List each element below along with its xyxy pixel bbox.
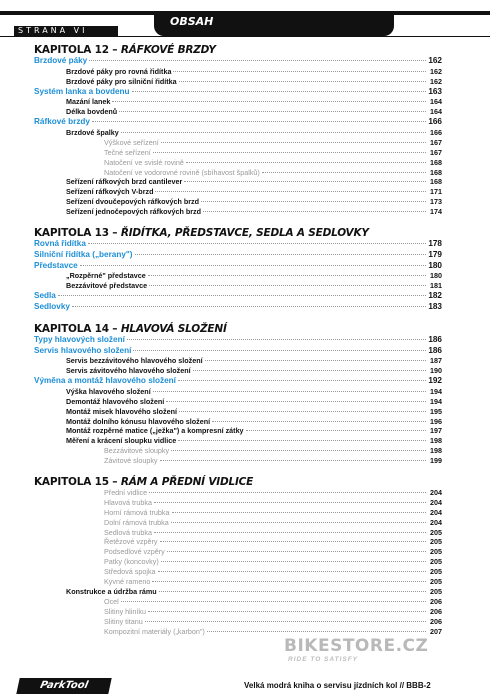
toc-leader-dots <box>161 561 426 562</box>
toc-leader-dots <box>193 370 426 371</box>
toc-entry-page: 186 <box>428 345 442 355</box>
toc-leader-dots <box>154 502 426 503</box>
toc-leader-dots <box>153 152 426 153</box>
chapter-title: RÁM A PŘEDNÍ VIDLICE <box>120 476 254 489</box>
toc-entry-page: 205 <box>430 527 442 537</box>
toc-leader-dots <box>262 172 426 173</box>
toc-leader-dots <box>159 591 426 592</box>
toc-entry[interactable] <box>34 335 442 346</box>
toc-entry-label: Závitové sloupky <box>104 456 158 466</box>
toc-leader-dots <box>121 601 426 602</box>
toc-leader-dots <box>152 581 426 582</box>
toc-entry[interactable] <box>34 281 442 291</box>
toc-leader-dots <box>145 621 426 622</box>
toc-entry-page: 168 <box>430 167 442 177</box>
toc-leader-dots <box>184 181 426 182</box>
toc-leader-dots <box>160 541 426 542</box>
toc-entry-page: 167 <box>430 137 442 147</box>
toc-entry-page: 187 <box>430 356 442 366</box>
toc-entry-page: 198 <box>430 436 442 446</box>
toc-entry-page: 181 <box>430 281 442 291</box>
bikestore-watermark <box>284 636 456 662</box>
toc-leader-dots <box>112 101 426 102</box>
toc-entry[interactable] <box>34 177 442 187</box>
toc-entry[interactable] <box>34 557 442 567</box>
toc-leader-dots <box>166 401 426 402</box>
toc-leader-dots <box>149 285 426 286</box>
toc-entry-label: Sedlovky <box>34 301 70 311</box>
toc-entry[interactable] <box>34 426 442 436</box>
toc-entry[interactable] <box>34 417 442 427</box>
toc-entry-label: Sedlová trubka <box>104 527 152 537</box>
toc-entry-page: 194 <box>430 396 442 406</box>
toc-entry[interactable] <box>34 87 442 98</box>
toc-entry-label: Měření a krácení sloupku vidlice <box>66 436 177 446</box>
toc-leader-dots <box>186 162 426 163</box>
toc-entry[interactable] <box>34 518 442 528</box>
toc-leader-dots <box>161 142 426 143</box>
toc-entry-label: Seřízení ráfkových V-brzd <box>66 187 154 197</box>
toc-entry-label: Natočení ve svislé rovině <box>104 157 184 167</box>
toc-leader-dots <box>212 421 426 422</box>
toc-entry-page: 196 <box>430 416 442 426</box>
toc-entry-page: 180 <box>430 271 442 281</box>
toc-entry[interactable] <box>34 547 442 557</box>
toc-entry-label: Patky (koncovky) <box>104 557 159 567</box>
toc-entry-page: 166 <box>430 127 442 137</box>
toc-leader-dots <box>178 380 426 381</box>
table-of-contents <box>34 40 442 636</box>
toc-entry-label: Dolní rámová trubka <box>104 517 169 527</box>
toc-entry[interactable] <box>34 261 442 272</box>
toc-entry-label: Seřízení dvoučepových ráfkových brzd <box>66 197 200 207</box>
toc-leader-dots <box>155 191 426 192</box>
toc-entry-page: 205 <box>430 547 442 557</box>
toc-entry[interactable] <box>34 302 442 313</box>
toc-entry-label: Brzdové špalky <box>66 127 119 137</box>
toc-entry-page: 199 <box>430 456 442 466</box>
toc-entry[interactable] <box>34 436 442 446</box>
toc-entry-label: Řetězové vzpěry <box>104 537 158 547</box>
toc-entry-label: Výškové seřízení <box>104 137 159 147</box>
toc-entry[interactable] <box>34 271 442 281</box>
toc-entry-label: Hlavová trubka <box>104 497 152 507</box>
toc-entry-page: 207 <box>430 626 442 636</box>
page-footer <box>0 674 490 700</box>
chapter-prefix: KAPITOLA 12 – <box>34 44 121 56</box>
toc-entry[interactable] <box>34 346 442 357</box>
toc-entry[interactable] <box>34 528 442 538</box>
chapter-title: HLAVOVÁ SLOŽENÍ <box>120 322 227 335</box>
toc-entry[interactable] <box>34 187 442 197</box>
toc-entry[interactable] <box>34 67 442 77</box>
toc-entry-label: Ráfkové brzdy <box>34 117 90 127</box>
toc-entry-label: Kompozitní materiály („karbon") <box>104 626 205 636</box>
toc-entry[interactable] <box>34 168 442 178</box>
toc-leader-dots <box>148 611 426 612</box>
toc-entry-page: 168 <box>430 177 442 187</box>
toc-entry-page: 183 <box>428 301 442 311</box>
toc-leader-dots <box>153 391 426 392</box>
toc-entry-page: 204 <box>430 507 442 517</box>
parktool-logo: ParkTool <box>16 678 111 694</box>
toc-entry[interactable] <box>34 456 442 466</box>
toc-entry-label: Brzdové páky <box>34 56 88 65</box>
chapter-prefix: KAPITOLA 13 – <box>34 226 121 239</box>
toc-entry-label: Konstrukce a údržba rámu <box>66 586 157 596</box>
toc-entry-page: 195 <box>430 406 442 416</box>
toc-leader-dots <box>72 306 426 307</box>
toc-entry-label: Podsedlové vzpěry <box>104 547 165 557</box>
toc-entry-page: 206 <box>430 596 442 606</box>
toc-leader-dots <box>119 111 426 112</box>
toc-entry[interactable] <box>34 97 442 107</box>
toc-entry-page: 204 <box>430 517 442 527</box>
toc-entry[interactable] <box>34 138 442 148</box>
toc-entry[interactable] <box>34 498 442 508</box>
toc-leader-dots <box>179 411 426 412</box>
toc-leader-dots <box>201 201 426 202</box>
toc-entry-label: Natočení ve vodorovné rovině (sbíhavost špalků) <box>104 167 260 177</box>
toc-entry[interactable] <box>34 397 442 407</box>
toc-entry[interactable] <box>34 356 442 366</box>
header-tab-title: OBSAH <box>170 15 214 28</box>
toc-entry-page: 198 <box>430 446 442 456</box>
toc-entry-label: Servis závitového hlavového složení <box>66 366 191 376</box>
toc-entry[interactable] <box>34 77 442 87</box>
toc-entry-page: 179 <box>428 249 442 259</box>
toc-entry-label: Slitiny hliníku <box>104 606 146 616</box>
toc-leader-dots <box>167 551 426 552</box>
chapter-gap <box>34 466 442 472</box>
toc-entry-label: „Rozpěrné" představce <box>66 271 146 281</box>
toc-entry-label: Přední vidlice <box>104 488 148 498</box>
toc-entry-page: 194 <box>430 386 442 396</box>
toc-entry[interactable] <box>34 446 442 456</box>
toc-entry-page: 171 <box>430 187 442 197</box>
toc-entry-page: 204 <box>430 488 442 498</box>
toc-entry-page: 168 <box>430 157 442 167</box>
toc-entry-page: 164 <box>430 97 442 107</box>
toc-leader-dots <box>172 512 426 513</box>
toc-entry-label: Představce <box>34 260 78 270</box>
toc-entry-label: Slitiny titanu <box>104 616 143 626</box>
toc-entry[interactable] <box>34 597 442 607</box>
toc-entry[interactable] <box>34 607 442 617</box>
toc-entry-page: 205 <box>430 586 442 596</box>
toc-entry-label: Bezzávitové sloupky <box>104 446 170 456</box>
watermark-slogan: RIDE TO SATISFY <box>288 656 359 663</box>
toc-entry-page: 173 <box>430 197 442 207</box>
toc-leader-dots <box>89 60 426 61</box>
toc-entry[interactable] <box>34 508 442 518</box>
toc-entry-page: 192 <box>428 376 442 386</box>
toc-entry-page: 174 <box>430 207 442 217</box>
toc-entry-page: 182 <box>428 291 442 301</box>
toc-entry[interactable] <box>34 577 442 587</box>
toc-entry[interactable] <box>34 376 442 387</box>
header-tab <box>154 12 394 36</box>
header-rule <box>0 36 490 37</box>
toc-entry-page: 186 <box>428 334 442 344</box>
toc-entry-label: Seřízení jednočepových ráfkových brzd <box>66 207 202 217</box>
toc-entry-label: Rovná řidítka <box>34 238 86 248</box>
toc-entry-label: Montáž dolního kónusu hlavového složení <box>66 416 211 426</box>
toc-entry-page: 205 <box>430 577 442 587</box>
toc-leader-dots <box>171 450 426 451</box>
toc-leader-dots <box>179 81 426 82</box>
toc-entry-page: 162 <box>430 66 442 76</box>
toc-leader-dots <box>132 91 426 92</box>
toc-entry[interactable] <box>34 117 442 128</box>
toc-entry[interactable] <box>34 488 442 498</box>
toc-entry-page: 162 <box>430 76 442 86</box>
toc-leader-dots <box>135 254 426 255</box>
toc-leader-dots <box>207 631 426 632</box>
toc-entry[interactable] <box>34 387 442 397</box>
toc-entry-label: Brzdové páky pro silniční řidítka <box>66 76 177 86</box>
toc-entry-label: Servis bezzávitového hlavového složení <box>66 356 203 366</box>
toc-entry-label: Servis hlavového složení <box>34 345 132 355</box>
toc-leader-dots <box>58 295 426 296</box>
toc-entry-page: 205 <box>430 567 442 577</box>
toc-entry[interactable] <box>34 250 442 261</box>
toc-entry-page: 178 <box>428 238 442 248</box>
toc-entry-page: 206 <box>430 606 442 616</box>
toc-entry[interactable] <box>34 537 442 547</box>
chapter-heading <box>34 323 442 335</box>
toc-entry-label: Systém lanka a bovdenu <box>34 86 130 96</box>
toc-entry-label: Výška hlavového složení <box>66 386 151 396</box>
toc-entry-page: 205 <box>430 537 442 547</box>
toc-leader-dots <box>127 339 426 340</box>
chapter-title: RÁFKOVÉ BRZDY <box>120 44 216 56</box>
toc-entry-label: Ocel <box>104 596 119 606</box>
toc-entry-page: 162 <box>428 56 442 65</box>
page-header <box>0 0 490 38</box>
toc-leader-dots <box>173 71 426 72</box>
toc-entry-label: Montáž misek hlavového složení <box>66 406 178 416</box>
toc-leader-dots <box>148 275 426 276</box>
toc-leader-dots <box>154 532 426 533</box>
toc-entry-page: 190 <box>430 366 442 376</box>
toc-entry-label: Tečné seřízení <box>104 147 151 157</box>
toc-entry[interactable] <box>34 207 442 217</box>
toc-entry[interactable] <box>34 617 442 627</box>
page-number-label: STRANA VI <box>14 26 118 36</box>
toc-entry-label: Sedla <box>34 291 56 301</box>
toc-leader-dots <box>121 132 426 133</box>
toc-entry[interactable] <box>34 291 442 302</box>
toc-entry-label: Typy hlavových složení <box>34 334 125 344</box>
toc-entry[interactable] <box>34 128 442 138</box>
toc-entry-label: Středová spojka <box>104 567 156 577</box>
toc-entry-page: 197 <box>430 426 442 436</box>
toc-entry-page: 166 <box>428 117 442 127</box>
chapter-heading <box>34 44 442 56</box>
toc-leader-dots <box>80 265 426 266</box>
toc-leader-dots <box>178 440 426 441</box>
footer-text: Velká modrá kniha o servisu jízdních kol // BBB-2 <box>244 681 431 690</box>
toc-entry-label: Demontáž hlavového složení <box>66 396 165 406</box>
toc-entry-label: Brzdové páky pro rovná řidítka <box>66 66 172 76</box>
chapter-heading <box>34 476 442 488</box>
chapter-gap <box>34 217 442 223</box>
toc-entry-label: Mazání lanek <box>66 97 111 107</box>
toc-entry-page: 167 <box>430 147 442 157</box>
toc-leader-dots <box>246 430 426 431</box>
toc-entry[interactable] <box>34 239 442 250</box>
toc-leader-dots <box>205 360 426 361</box>
toc-entry[interactable] <box>34 107 442 117</box>
chapter-prefix: KAPITOLA 14 – <box>34 322 121 335</box>
toc-entry-page: 163 <box>428 86 442 96</box>
toc-entry[interactable] <box>34 158 442 168</box>
toc-entry-label: Montáž rozpěrné matice („ježka") a kompresní zátky <box>66 426 244 436</box>
chapter-heading <box>34 227 442 239</box>
toc-leader-dots <box>88 243 426 244</box>
toc-leader-dots <box>149 492 426 493</box>
toc-leader-dots <box>203 211 426 212</box>
toc-entry[interactable] <box>34 56 442 67</box>
toc-entry-page: 205 <box>430 557 442 567</box>
toc-entry[interactable] <box>34 567 442 577</box>
toc-entry[interactable] <box>34 627 442 637</box>
chapter-title: ŘIDÍTKA, PŘEDSTAVCE, SEDLA A SEDLOVKY <box>120 226 369 239</box>
watermark-brand: BIKESTORE.CZ <box>284 636 429 656</box>
toc-leader-dots <box>158 571 426 572</box>
toc-entry[interactable] <box>34 407 442 417</box>
toc-entry[interactable] <box>34 587 442 597</box>
toc-leader-dots <box>92 121 426 122</box>
toc-entry-label: Silniční řidítka („berany") <box>34 249 133 259</box>
chapter-gap <box>34 313 442 319</box>
toc-entry-label: Seřízení ráfkových brzd cantilever <box>66 177 183 187</box>
toc-entry[interactable] <box>34 148 442 158</box>
toc-entry-label: Výměna a montáž hlavového složení <box>34 376 176 386</box>
toc-entry[interactable] <box>34 366 442 376</box>
chapter-prefix: KAPITOLA 15 – <box>34 476 121 489</box>
toc-entry-page: 206 <box>430 616 442 626</box>
toc-entry-label: Kyvné rameno <box>104 577 151 587</box>
toc-entry[interactable] <box>34 197 442 207</box>
toc-entry-page: 164 <box>430 107 442 117</box>
toc-entry-page: 180 <box>428 260 442 270</box>
toc-leader-dots <box>160 460 426 461</box>
toc-entry-label: Délka bovdenů <box>66 107 118 117</box>
toc-entry-label: Horní rámová trubka <box>104 507 170 517</box>
toc-leader-dots <box>171 522 426 523</box>
toc-leader-dots <box>133 350 426 351</box>
toc-entry-label: Bezzávitové představce <box>66 281 148 291</box>
toc-entry-page: 204 <box>430 497 442 507</box>
